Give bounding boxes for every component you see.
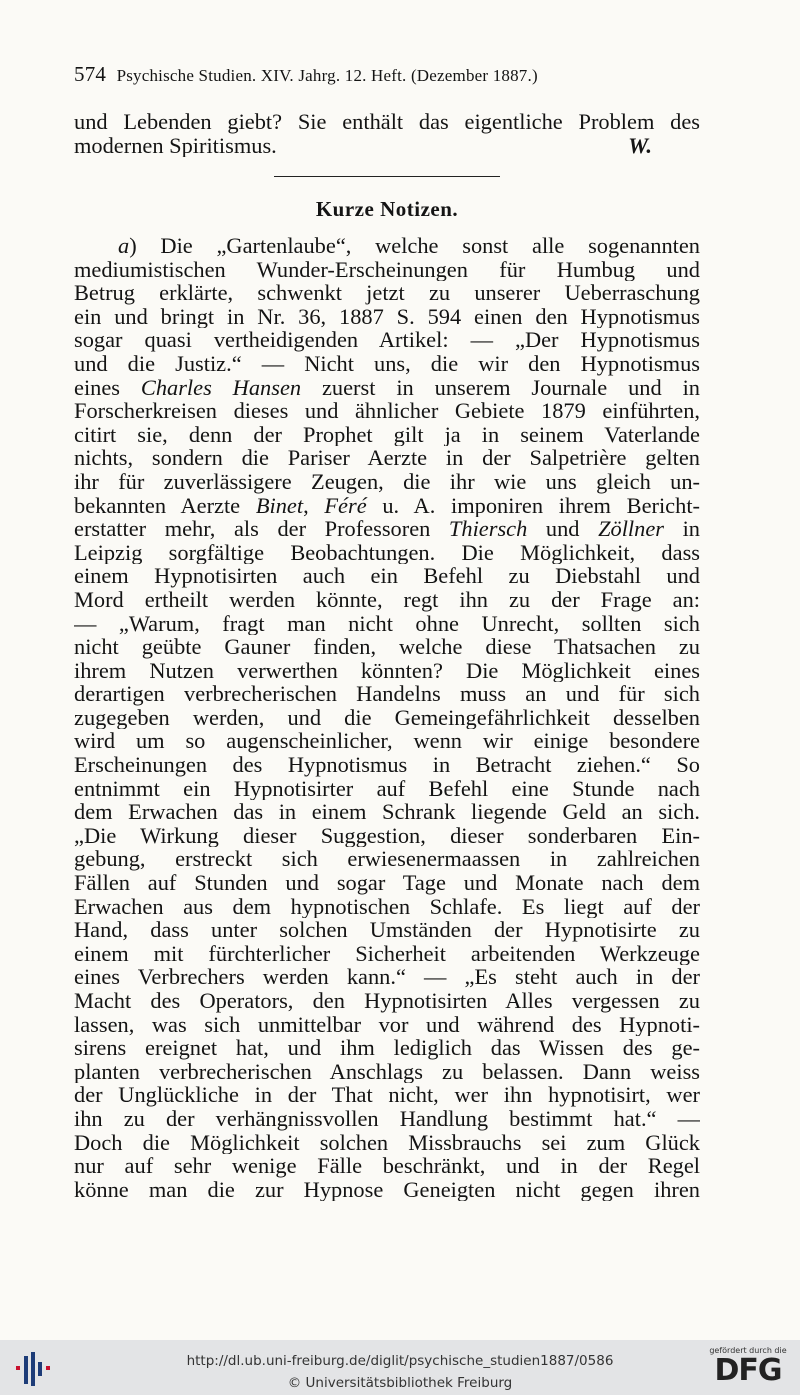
text-line: könne man die zur Hypnose Geneigten nicht gegen ihren: [74, 1177, 700, 1202]
text-line: entnimmt ein Hypnotisirter auf Befehl eine Stunde nach: [74, 776, 700, 801]
text-line: nicht geübte Gauner finden, welche diese Thatsachen zu: [74, 635, 700, 659]
text-line: ihn zu der verhängnissvollen Handlung bestimmt hat.“ —: [74, 1106, 700, 1131]
text-line: erstatter mehr, als der Professoren Thiersch und Zöllner in: [74, 517, 700, 541]
dfg-caption: gefördert durch die: [709, 1346, 787, 1355]
text-line: wird um so augenscheinlicher, wenn wir einige besondere: [74, 729, 700, 754]
text-line-content: modernen Spiritismus.: [74, 133, 277, 158]
dfg-logo-icon: [706, 1346, 790, 1390]
text-line: mediumistischen Wunder-Erscheinungen für Humbug und: [74, 257, 700, 282]
text-line: sogar quasi vertheidigenden Artikel: — „Der Hypnotismus: [74, 328, 700, 352]
text-line: bekannten Aerzte Binet, Féré u. A. imponiren ihrem Bericht-: [74, 493, 700, 518]
text-line: lassen, was sich unmittelbar vor und während des Hypnoti-: [74, 1012, 700, 1037]
text-line: einem Hypnotisirten auch ein Befehl zu Diebstahl und: [74, 564, 700, 588]
text-line: der Unglückliche in der That nicht, wer ihn hypnotisirt, wer: [74, 1083, 700, 1107]
text-line: Doch die Möglichkeit solchen Missbrauchs sei zum Glück: [74, 1130, 700, 1155]
text-line: sirens ereignet hat, und ihm lediglich das Wissen des ge-: [74, 1036, 700, 1060]
text-line: ihr für zuverlässigere Zeugen, die ihr wie uns gleich un-: [74, 469, 700, 494]
text-line: und Lebenden giebt? Sie enthält das eigentliche Problem des: [74, 110, 700, 134]
dfg-logo-text: DFG: [714, 1353, 782, 1388]
text-line: Fällen auf Stunden und sogar Tage und Monate nach dem: [74, 871, 700, 895]
permalink-url[interactable]: http://dl.ub.uni-freiburg.de/diglit/psychische_studien1887/0586: [186, 1353, 614, 1369]
text-line: derartigen verbrecherischen Handelns muss an und für sich: [74, 682, 700, 706]
text-line: gebung, erstreckt sich erwiesenermaassen in zahlreichen: [74, 847, 700, 872]
text-line: Betrug erklärte, schwenkt jetzt zu unserer Ueberraschung: [74, 281, 700, 305]
text-line: ihrem Nutzen verwerthen könnten? Die Möglichkeit eines: [74, 658, 700, 683]
article-body: [74, 234, 700, 1201]
text-line: citirt sie, denn der Prophet gilt ja in seinem Vaterlande: [74, 422, 700, 447]
text-line: nur auf sehr wenige Fälle beschränkt, und in der Regel: [74, 1154, 700, 1178]
text-line: Hand, dass unter solchen Umständen der Hypnotisirte zu: [74, 918, 700, 942]
page-number: 574: [74, 62, 107, 86]
text-line: Macht des Operators, den Hypnotisirten Alles vergessen zu: [74, 989, 700, 1013]
text-line: planten verbrecherischen Anschlags zu belassen. Dann weiss: [74, 1059, 700, 1084]
text-line: eines Charles Hansen zuerst in unserem Journale und in: [74, 375, 700, 400]
text-line: — „Warum, fragt man nicht ohne Unrecht, sollten sich: [74, 611, 700, 636]
text-line: a) Die „Gartenlaube“, welche sonst alle sogenannten: [118, 234, 700, 258]
text-line: Erwachen aus dem hypnotischen Schlafe. Es liegt auf der: [74, 894, 700, 919]
text-line: ein und bringt in Nr. 36, 1887 S. 594 einen den Hypnotismus: [74, 304, 700, 329]
text-line: eines Verbrechers werden kann.“ — „Es steht auch in der: [74, 965, 700, 989]
text-line: einem mit fürchterlicher Sicherheit arbeitenden Werkzeuge: [74, 941, 700, 966]
viewer-footer: [0, 1340, 800, 1395]
journal-title: Psychische Studien. XIV. Jahrg. 12. Heft. (Dezember 1887.): [116, 66, 538, 85]
text-line: nichts, sondern die Pariser Aerzte in der Salpetrière gelten: [74, 446, 700, 470]
running-header: [74, 62, 700, 87]
intro-paragraph: [74, 110, 700, 157]
text-line: Mord ertheilt werden könnte, regt ihn zu der Frage an:: [74, 587, 700, 612]
text-line: [74, 134, 700, 158]
section-title: Kurze Notizen.: [315, 197, 459, 221]
copyright-notice: © Universitätsbibliothek Freiburg: [287, 1375, 513, 1391]
author-signature: W.: [628, 133, 652, 158]
text-line: Forscherkreisen dieses und ähnlicher Gebiete 1879 einführten,: [74, 399, 700, 423]
text-line: dem Erwachen das in einem Schrank liegende Geld an sich.: [74, 800, 700, 824]
text-line: „Die Wirkung dieser Suggestion, dieser sonderbaren Ein-: [74, 823, 700, 848]
text-line: und die Justiz.“ — Nicht uns, die wir den Hypnotismus: [74, 351, 700, 376]
section-divider: [274, 176, 500, 177]
text-line: Leipzig sorgfältige Beobachtungen. Die Möglichkeit, dass: [74, 540, 700, 565]
text-line: zugegeben werden, und die Gemeingefährlichkeit desselben: [74, 705, 700, 730]
text-line: Erscheinungen des Hypnotismus in Betracht ziehen.“ So: [74, 753, 700, 777]
